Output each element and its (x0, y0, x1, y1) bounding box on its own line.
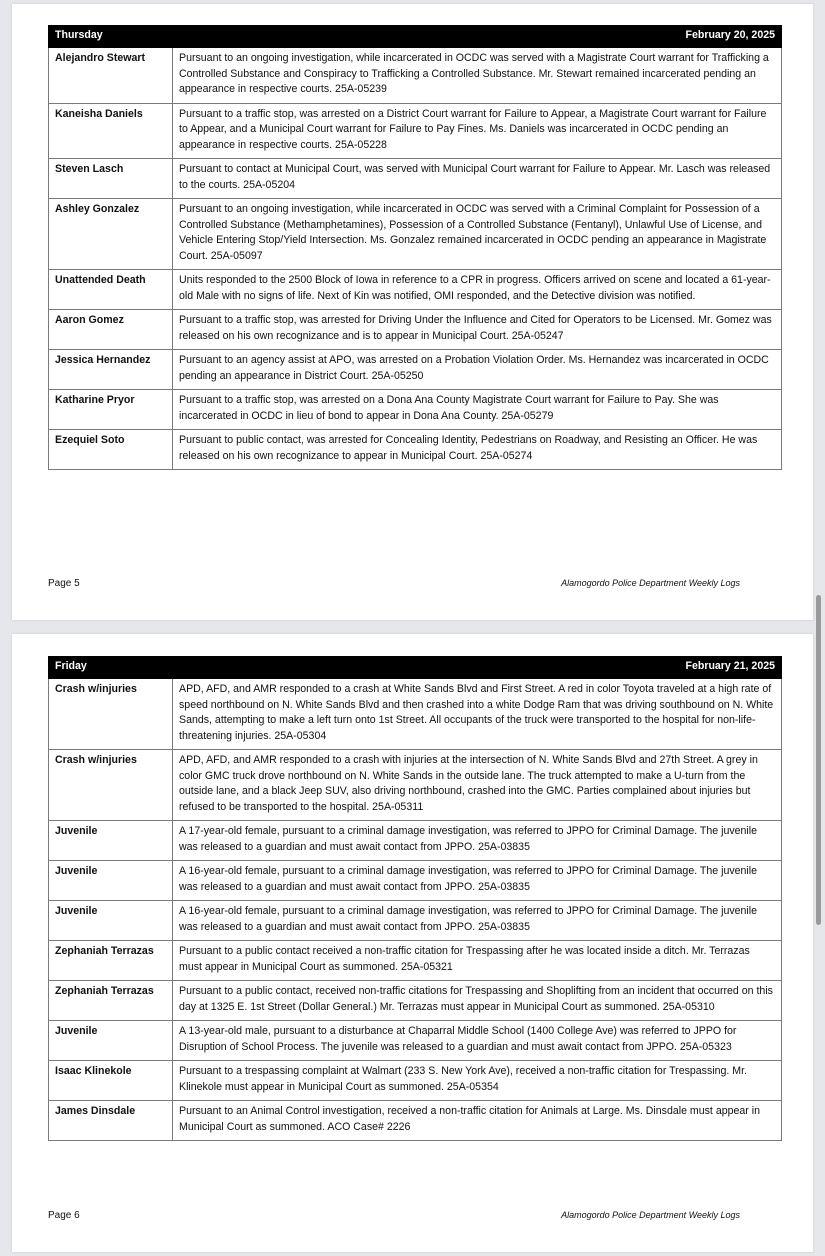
entry-subject: Ezequiel Soto (49, 430, 173, 470)
table-header-row (49, 657, 782, 679)
entry-subject: Kaneisha Daniels (49, 103, 173, 159)
entry-narrative: Pursuant to contact at Municipal Court, was served with Municipal Court warrant for Failure to Appear. Mr. Lasch was released to the courts. 25A-05204 (173, 159, 782, 199)
table-row (49, 1021, 782, 1061)
entry-subject: Steven Lasch (49, 159, 173, 199)
page-number: Page 5 (48, 578, 80, 589)
log-table-thursday (48, 25, 782, 470)
log-table-friday (48, 656, 782, 1141)
entry-subject: Juvenile (49, 821, 173, 861)
entry-subject: Zephaniah Terrazas (49, 941, 173, 981)
entry-subject: Unattended Death (49, 270, 173, 310)
entry-narrative: Pursuant to a public contact received a non-traffic citation for Trespassing after he was located inside a ditch. Mr. Terrazas must appear in Municipal Court as summoned. 25A-05321 (173, 941, 782, 981)
table-row (49, 199, 782, 270)
entry-narrative: Pursuant to an ongoing investigation, while incarcerated in OCDC was served with a Criminal Complaint for Possession of a Controlled Substance (Methamphetamines), Possession of a Controlled Substance (Fentanyl), Unlawful Use of License, and Vehicle Entering Stop/Yield Intersection. Ms. Gonzalez remained incarcerated in OCDC pending an appearance in Magistrate Court. 25A-05097 (173, 199, 782, 270)
table-row (49, 679, 782, 750)
table-row (49, 1061, 782, 1101)
entry-narrative: A 13-year-old male, pursuant to a disturbance at Chaparral Middle School (1400 College Ave) was referred to JPPO for Disruption of School Process. The juvenile was released to a guardian and must await contact from JPPO. 25A-05323 (173, 1021, 782, 1061)
table-row (49, 861, 782, 901)
table-row (49, 941, 782, 981)
entry-subject: Juvenile (49, 901, 173, 941)
table-row (49, 1101, 782, 1141)
document-page-5 (12, 4, 813, 620)
entry-narrative: A 16-year-old female, pursuant to a criminal damage investigation, was referred to JPPO for Criminal Damage. The juvenile was released to a guardian and must await contact from JPPO. 25A-03835 (173, 861, 782, 901)
table-row (49, 750, 782, 821)
scrollbar-thumb[interactable] (816, 595, 821, 925)
entry-subject: Juvenile (49, 861, 173, 901)
log-rows (49, 48, 782, 470)
table-row (49, 48, 782, 104)
page-number: Page 6 (48, 1210, 80, 1221)
day-header: Friday (49, 657, 173, 679)
entry-subject: Crash w/injuries (49, 750, 173, 821)
entry-subject: Aaron Gomez (49, 310, 173, 350)
entry-narrative: Pursuant to a traffic stop, was arrested on a Dona Ana County Magistrate Court warrant for Failure to Pay. She was incarcerated in OCDC in lieu of bond to appear in Dona Ana County. 25A-05279 (173, 390, 782, 430)
table-row (49, 159, 782, 199)
document-page-6 (12, 634, 813, 1252)
entry-narrative: A 16-year-old female, pursuant to a criminal damage investigation, was referred to JPPO for Criminal Damage. The juvenile was released to a guardian and must await contact from JPPO. 25A-03835 (173, 901, 782, 941)
entry-narrative: Pursuant to a traffic stop, was arrested for Driving Under the Influence and Cited for Operators to be Licensed. Mr. Gomez was released on his own recognizance and is to appear in Municipal Court. 25A-05247 (173, 310, 782, 350)
log-rows (49, 679, 782, 1141)
table-row (49, 430, 782, 470)
date-header: February 20, 2025 (173, 26, 782, 48)
table-row (49, 310, 782, 350)
page-footer (48, 578, 740, 589)
entry-narrative: APD, AFD, and AMR responded to a crash at White Sands Blvd and First Street. A red in color Toyota traveled at a high rate of speed northbound on N. White Sands Blvd and then crashed into a white Dodge Ram that was driving southbound on N. White Sands, attempting to make a left turn onto 1st Street. All occupants of the truck were transported to the hospital for non-life-threatening injuries. 25A-05304 (173, 679, 782, 750)
entry-subject: Juvenile (49, 1021, 173, 1061)
department-footer: Alamogordo Police Department Weekly Logs (561, 578, 740, 588)
entry-narrative: Units responded to the 2500 Block of Iowa in reference to a CPR in progress. Officers arrived on scene and located a 61-year-old Male with no signs of life. Next of Kin was notified, OMI responded, and the Detective division was notified. (173, 270, 782, 310)
entry-subject: Zephaniah Terrazas (49, 981, 173, 1021)
department-footer: Alamogordo Police Department Weekly Logs (561, 1210, 740, 1220)
entry-narrative: Pursuant to a trespassing complaint at Walmart (233 S. New York Ave), received a non-traffic citation for Trespassing. Mr. Klinekole must appear in Municipal Court as summoned. 25A-05354 (173, 1061, 782, 1101)
entry-subject: Crash w/injuries (49, 679, 173, 750)
table-row (49, 390, 782, 430)
entry-subject: Ashley Gonzalez (49, 199, 173, 270)
entry-narrative: Pursuant to an agency assist at APO, was arrested on a Probation Violation Order. Ms. Hernandez was incarcerated in OCDC pending an appearance in District Court. 25A-05250 (173, 350, 782, 390)
entry-narrative: Pursuant to an ongoing investigation, while incarcerated in OCDC was served with a Magistrate Court warrant for Trafficking a Controlled Substance and Conspiracy to Trafficking a Controlled Substance. Mr. Stewart remained incarcerated pending an appearance in respective courts. 25A-05239 (173, 48, 782, 104)
entry-narrative: Pursuant to a traffic stop, was arrested on a District Court warrant for Failure to Appear, a Magistrate Court warrant for Failure to Appear, and a Municipal Court warrant for Failure to Pay Fines. Ms. Daniels was incarcerated in OCDC pending an appearance in respective courts. 25A-05228 (173, 103, 782, 159)
day-header: Thursday (49, 26, 173, 48)
entry-subject: Alejandro Stewart (49, 48, 173, 104)
page-footer (48, 1210, 740, 1221)
entry-narrative: Pursuant to a public contact, received non-traffic citations for Trespassing and Shoplifting from an incident that occurred on this day at 1325 E. 1st Street (Dollar General.) Mr. Terrazas must appear in Municipal Court as summoned. 25A-05310 (173, 981, 782, 1021)
table-header-row (49, 26, 782, 48)
entry-subject: Katharine Pryor (49, 390, 173, 430)
entry-narrative: APD, AFD, and AMR responded to a crash with injuries at the intersection of N. White Sands Blvd and 27th Street. A grey in color GMC truck drove northbound on N. White Sands in the outside lane. The truck attempted to make a U-turn from the outside lane, and a black Jeep SUV, also driving northbound, crashed into the GMC. Parties complained about injuries but refused to be transported to the hospital. 25A-05311 (173, 750, 782, 821)
table-row (49, 981, 782, 1021)
entry-narrative: A 17-year-old female, pursuant to a criminal damage investigation, was referred to JPPO for Criminal Damage. The juvenile was released to a guardian and must await contact from JPPO. 25A-03835 (173, 821, 782, 861)
table-row (49, 901, 782, 941)
entry-narrative: Pursuant to an Animal Control investigation, received a non-traffic citation for Animals at Large. Ms. Dinsdale must appear in Municipal Court as summoned. ACO Case# 2226 (173, 1101, 782, 1141)
table-row (49, 350, 782, 390)
entry-subject: James Dinsdale (49, 1101, 173, 1141)
entry-subject: Jessica Hernandez (49, 350, 173, 390)
table-row (49, 103, 782, 159)
date-header: February 21, 2025 (173, 657, 782, 679)
table-row (49, 821, 782, 861)
entry-narrative: Pursuant to public contact, was arrested for Concealing Identity, Pedestrians on Roadway, and Resisting an Officer. He was released on his own recognizance to appear in Municipal Court. 25A-05274 (173, 430, 782, 470)
entry-subject: Isaac Klinekole (49, 1061, 173, 1101)
table-row (49, 270, 782, 310)
